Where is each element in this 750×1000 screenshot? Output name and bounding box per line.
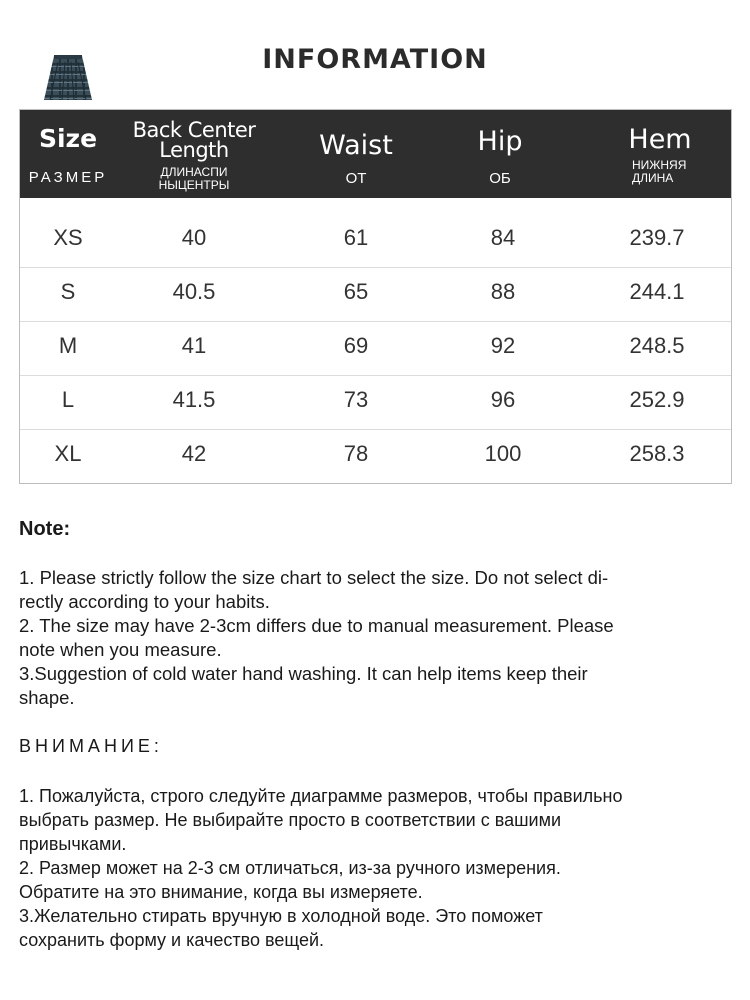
header-hip: Hip ОБ	[477, 126, 523, 187]
note-line: rectly according to your habits.	[19, 591, 270, 612]
ru-note-line: привычками.	[19, 834, 127, 854]
note-line: 3.Suggestion of cold water hand washing. It can help items keep their	[19, 663, 588, 684]
header-back-center-length: Back Center Length ДЛИНАСПИ НЫЦЕНТРЫ	[132, 118, 256, 192]
ru-note-line: 3.Желательно стирать вручную в холодной воде. Это поможет	[19, 906, 543, 926]
table-row: XS 40 61 84 239.7	[20, 214, 731, 268]
ru-note-line: Обратите на это внимание, когда вы измеряете.	[19, 882, 423, 902]
table-row: S 40.5 65 88 244.1	[20, 268, 731, 322]
header-waist: Waist ОТ	[319, 130, 393, 187]
page-title: INFORMATION	[262, 44, 488, 75]
ru-note-line: сохранить форму и качество вещей.	[19, 930, 325, 950]
ru-note-body	[19, 784, 731, 952]
header-size: Size РАЗМЕР	[28, 124, 108, 186]
ru-note-line: 2. Размер может на 2-3 см отличаться, из-за ручного измерения.	[19, 858, 561, 878]
note-line: 1. Please strictly follow the size chart to select the size. Do not select di-	[19, 567, 609, 588]
table-header	[20, 110, 731, 198]
note-line: note when you measure.	[19, 639, 222, 660]
ru-note-line: 1. Пожалуйста, строго следуйте диаграмме размеров, чтобы правильно	[19, 786, 623, 806]
note-line: 2. The size may have 2-3cm differs due to manual measurement. Please	[19, 615, 614, 636]
table-row: L 41.5 73 96 252.9	[20, 376, 731, 430]
note-body	[19, 566, 731, 710]
ru-note-title: ВНИМАНИЕ:	[19, 736, 163, 756]
table-body	[20, 214, 731, 484]
size-table	[19, 109, 732, 484]
note-title: Note:	[19, 518, 71, 540]
table-row: M 41 69 92 248.5	[20, 322, 731, 376]
table-row: XL 42 78 100 258.3	[54, 441, 685, 466]
ru-note-line: выбрать размер. Не выбирайте просто в соответствии с вашими	[19, 810, 562, 830]
header-hem: Hem НИЖНЯЯ ДЛИНА	[628, 124, 692, 185]
note-line: shape.	[19, 687, 75, 708]
